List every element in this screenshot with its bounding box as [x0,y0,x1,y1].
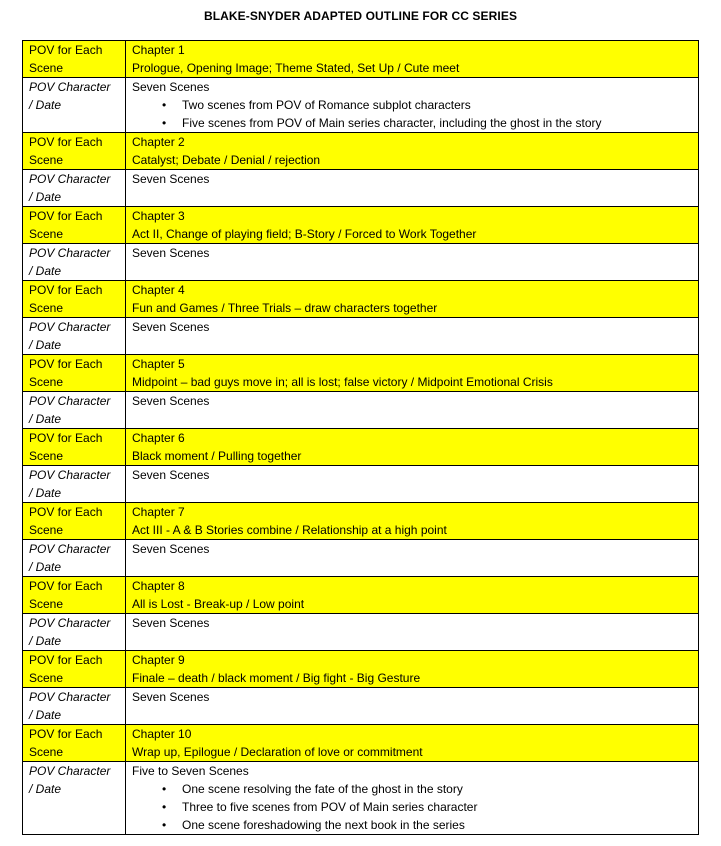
chapter-beats: Wrap up, Epilogue / Declaration of love or commitment [132,745,423,759]
pov-each-scene-cell [23,355,126,392]
chapter-cell [126,207,699,244]
pov-each-scene-cell [23,503,126,540]
pov-each-scene-cell [23,207,126,244]
chapter-cell [126,133,699,170]
date-label: / Date [29,338,62,352]
chapter-name: Chapter 8 [132,579,185,593]
scenes-cell [126,244,699,281]
scene-count: Five to Seven Scenes [132,764,249,778]
pov-character-label: POV Character [29,80,111,94]
chapter-name: Chapter 2 [132,135,185,149]
scene-count: Seven Scenes [132,690,210,704]
pov-character-label: POV Character [29,542,111,556]
pov-character-label: POV Character [29,690,111,704]
date-label: / Date [29,412,62,426]
chapter-scenes-row [23,540,699,577]
pov-each-label: POV for Each [29,653,103,667]
pov-character-date-cell [23,170,126,207]
pov-character-label: POV Character [29,320,111,334]
chapter-header-row [23,577,699,614]
chapter-header-row [23,355,699,392]
scenes-cell [126,540,699,577]
pov-character-date-cell [23,688,126,725]
chapter-beats: Act II, Change of playing field; B-Story / Forced to Work Together [132,227,477,241]
pov-character-date-cell [23,392,126,429]
scene-label: Scene [29,597,64,611]
pov-each-label: POV for Each [29,135,103,149]
scene-count: Seven Scenes [132,468,210,482]
pov-each-scene-cell [23,41,126,78]
chapter-beats: Fun and Games / Three Trials – draw characters together [132,301,438,315]
chapter-cell [126,355,699,392]
scene-bullet-item: • One scene foreshadowing the next book in the series [162,816,694,834]
chapter-cell [126,725,699,762]
chapter-beats: All is Lost - Break-up / Low point [132,597,305,611]
chapter-cell [126,651,699,688]
scene-count: Seven Scenes [132,616,210,630]
pov-character-label: POV Character [29,172,111,186]
pov-each-label: POV for Each [29,579,103,593]
chapter-header-row [23,281,699,318]
scene-count: Seven Scenes [132,246,210,260]
chapter-cell [126,41,699,78]
scene-label: Scene [29,375,64,389]
pov-character-date-cell [23,540,126,577]
chapter-beats: Midpoint – bad guys move in; all is lost; false victory / Midpoint Emotional Crisis [132,375,553,389]
pov-character-date-cell [23,466,126,503]
pov-character-date-cell [23,762,126,835]
chapter-name: Chapter 7 [132,505,185,519]
pov-character-label: POV Character [29,246,111,260]
scene-bullet-list [132,780,694,834]
scene-bullet-item: • Five scenes from POV of Main series character, including the ghost in the story [162,114,694,132]
outline-table [22,40,699,835]
scene-label: Scene [29,523,64,537]
chapter-scenes-row [23,688,699,725]
scenes-cell [126,688,699,725]
pov-character-date-cell [23,78,126,133]
chapter-header-row [23,651,699,688]
date-label: / Date [29,486,62,500]
scene-count: Seven Scenes [132,172,210,186]
pov-each-scene-cell [23,281,126,318]
date-label: / Date [29,190,62,204]
scene-label: Scene [29,671,64,685]
pov-each-label: POV for Each [29,283,103,297]
pov-each-scene-cell [23,429,126,466]
chapter-name: Chapter 5 [132,357,185,371]
chapter-name: Chapter 10 [132,727,192,741]
date-label: / Date [29,634,62,648]
chapter-name: Chapter 4 [132,283,185,297]
chapter-scenes-row [23,466,699,503]
chapter-scenes-row [23,318,699,355]
scene-label: Scene [29,301,64,315]
scenes-cell [126,78,699,133]
scene-label: Scene [29,227,64,241]
pov-character-label: POV Character [29,394,111,408]
chapter-scenes-row [23,392,699,429]
chapter-cell [126,503,699,540]
pov-each-label: POV for Each [29,209,103,223]
chapter-cell [126,281,699,318]
date-label: / Date [29,708,62,722]
chapter-header-row [23,429,699,466]
pov-each-label: POV for Each [29,505,103,519]
chapter-header-row [23,503,699,540]
scenes-cell [126,318,699,355]
scene-count: Seven Scenes [132,80,210,94]
chapter-name: Chapter 1 [132,43,185,57]
chapter-beats: Prologue, Opening Image; Theme Stated, Set Up / Cute meet [132,61,460,75]
date-label: / Date [29,560,62,574]
document-title: BLAKE-SNYDER ADAPTED OUTLINE FOR CC SERIES [203,9,518,23]
pov-each-scene-cell [23,577,126,614]
pov-each-scene-cell [23,725,126,762]
pov-character-label: POV Character [29,616,111,630]
scene-label: Scene [29,449,64,463]
pov-character-date-cell [23,614,126,651]
scene-count: Seven Scenes [132,394,210,408]
scene-label: Scene [29,61,64,75]
pov-each-scene-cell [23,133,126,170]
pov-each-label: POV for Each [29,43,103,57]
pov-character-label: POV Character [29,764,111,778]
pov-character-label: POV Character [29,468,111,482]
chapter-name: Chapter 6 [132,431,185,445]
pov-each-label: POV for Each [29,357,103,371]
chapter-scenes-row [23,244,699,281]
pov-each-label: POV for Each [29,431,103,445]
pov-character-date-cell [23,318,126,355]
scene-label: Scene [29,153,64,167]
chapter-cell [126,429,699,466]
chapter-beats: Catalyst; Debate / Denial / rejection [132,153,321,167]
chapter-header-row [23,725,699,762]
chapter-scenes-row [23,614,699,651]
scenes-cell [126,466,699,503]
date-label: / Date [29,264,62,278]
scene-count: Seven Scenes [132,320,210,334]
chapter-beats: Act III - A & B Stories combine / Relationship at a high point [132,523,447,537]
chapter-header-row [23,133,699,170]
date-label: / Date [29,782,62,796]
chapter-header-row [23,207,699,244]
chapter-header-row [23,41,699,78]
scene-count: Seven Scenes [132,542,210,556]
scene-bullet-item: • One scene resolving the fate of the ghost in the story [162,780,694,798]
pov-character-date-cell [23,244,126,281]
scenes-cell [126,392,699,429]
pov-each-label: POV for Each [29,727,103,741]
scene-label: Scene [29,745,64,759]
chapter-name: Chapter 3 [132,209,185,223]
scene-bullet-item: • Three to five scenes from POV of Main series character [162,798,694,816]
scene-bullet-item: • Two scenes from POV of Romance subplot characters [162,96,694,114]
chapter-scenes-row [23,78,699,133]
chapter-beats: Finale – death / black moment / Big fight - Big Gesture [132,671,421,685]
pov-each-scene-cell [23,651,126,688]
scenes-cell [126,170,699,207]
scenes-cell [126,762,699,835]
chapter-scenes-row [23,762,699,835]
date-label: / Date [29,98,62,112]
scenes-cell [126,614,699,651]
scene-bullet-list [132,96,694,132]
chapter-name: Chapter 9 [132,653,185,667]
chapter-scenes-row [23,170,699,207]
chapter-beats: Black moment / Pulling together [132,449,302,463]
chapter-cell [126,577,699,614]
